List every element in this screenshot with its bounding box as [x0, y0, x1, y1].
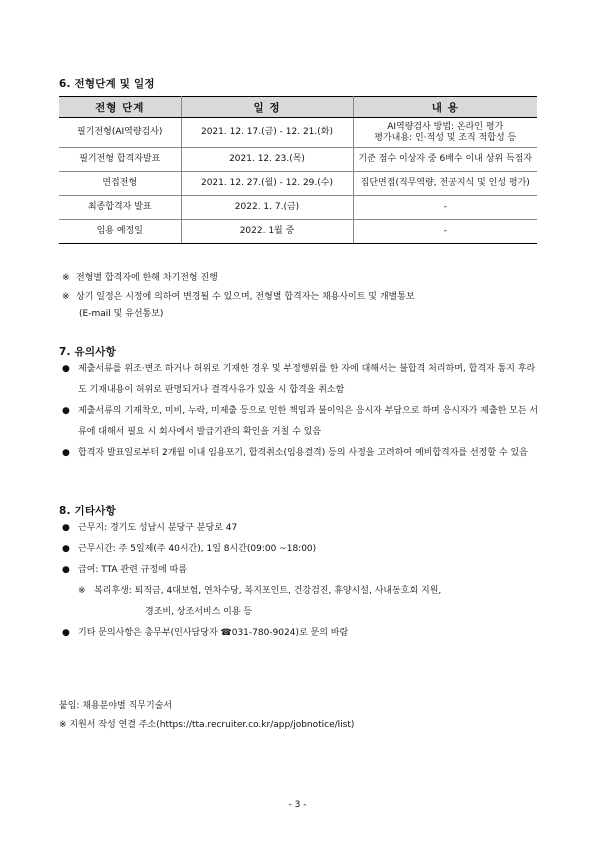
- content-line: AI역량검사 방법: 온라인 평가: [387, 121, 504, 132]
- stage-cell: 필기전형(AI역량검사): [59, 118, 181, 148]
- list-item: [62, 401, 542, 443]
- table-header-row: [59, 97, 537, 118]
- date-cell: 2021. 12. 23.(목): [181, 148, 353, 172]
- benefits-text: 복리후생: 퇴직금, 4대보험, 연차수당, 복지포인트, 건강검진, 휴양시설, 사내동호회 지원,: [94, 586, 442, 596]
- schedule-table: [59, 96, 537, 244]
- content-cell: -: [353, 220, 537, 244]
- stage-cell: 필기전형 합격자발표: [59, 148, 181, 172]
- precautions-list: [62, 359, 542, 464]
- list-item: [62, 518, 542, 539]
- content-cell: 집단면접(직무역량, 전공지식 및 인성 평가): [353, 172, 537, 196]
- contact-list: [62, 623, 542, 644]
- list-item-text: 근무시간: 주 5일제(주 40시간), 1일 8시간(09:00 ~18:00): [78, 544, 317, 554]
- contact-text: 기타 문의사항은 총무부(인사담당자 ☎031-780-9024)로 문의 바람: [78, 628, 349, 638]
- date-cell: 2022. 1. 7.(금): [181, 196, 353, 220]
- bullet-icon: ●: [62, 565, 70, 575]
- attachment-note: 붙임: 채용분야별 직무기술서: [59, 701, 173, 711]
- other-info-list: [62, 518, 542, 581]
- table-row: [59, 172, 537, 196]
- list-item: [62, 560, 542, 581]
- note-continuation: (E-mail 및 유선통보): [79, 309, 164, 319]
- note-text: 전형별 합격자에 한해 차기전형 진행: [76, 273, 218, 283]
- list-item: [62, 359, 542, 401]
- list-item: [62, 623, 542, 644]
- list-item-text: 제출서류를 위조·변조 하거나 허위로 기재한 경우 및 부정행위를 한 자에 대해서는 불합격 처리하며, 합격자 통지 후라도 기재내용이 허위로 판명되거나 결격사유가 있을 시 합격을 취소함: [78, 364, 536, 395]
- note-text: 상기 일정은 시정에 의하여 변경될 수 있으며, 전형별 합격자는 채용사이트 및 개별통보: [76, 292, 415, 302]
- note-mark: ※: [78, 586, 86, 596]
- date-cell: 2022. 1월 중: [181, 220, 353, 244]
- section-6-title: 6. 전형단계 및 일정: [59, 78, 155, 90]
- header-stage: 전형 단계: [59, 97, 181, 118]
- benefits-note: [78, 581, 548, 623]
- list-item-text: 급여: TTA 관련 규정에 따름: [78, 565, 188, 575]
- stage-cell: 최종합격자 발표: [59, 196, 181, 220]
- note-mark: ※: [62, 273, 70, 283]
- application-link-note: ※ 지원서 작성 연결 주소(https://tta.recruiter.co.kr/app/jobnotice/list): [59, 720, 355, 730]
- benefits-line: [78, 581, 548, 602]
- bullet-icon: ●: [62, 628, 70, 638]
- date-cell: 2021. 12. 27.(월) - 12. 29.(수): [181, 172, 353, 196]
- bullet-icon: ●: [62, 406, 70, 416]
- note-mark: ※: [62, 292, 70, 302]
- table-row: [59, 220, 537, 244]
- list-item-text: 근무지: 경기도 성남시 분당구 분당로 47: [78, 523, 238, 533]
- benefits-continuation: 경조비, 상조서비스 이용 등: [145, 607, 253, 617]
- page-number: - 3 -: [288, 800, 307, 810]
- header-content: 내 용: [353, 97, 537, 118]
- stage-cell: 임용 예정일: [59, 220, 181, 244]
- content-cell: 기준 점수 이상자 중 6배수 이내 상위 득점자: [353, 148, 537, 172]
- list-item: [62, 539, 542, 560]
- bullet-icon: ●: [62, 544, 70, 554]
- date-cell: 2021. 12. 17.(금) - 12. 21.(화): [181, 118, 353, 148]
- section-7-title: 7. 유의사항: [59, 346, 116, 358]
- content-cell: -: [353, 196, 537, 220]
- table-row: [59, 196, 537, 220]
- note-line: [62, 270, 218, 283]
- content-line: 평가내용: 인·적성 및 조직 적합성 등: [374, 132, 517, 143]
- stage-cell: 면접전형: [59, 172, 181, 196]
- list-item-text: 합격자 발표일로부터 2개월 이내 임용포기, 합격취소(임용결격) 등의 사정을 고려하여 예비합격자를 선정할 수 있음: [78, 448, 528, 458]
- list-item: [62, 443, 542, 464]
- bullet-icon: ●: [62, 364, 70, 374]
- bullet-icon: ●: [62, 448, 70, 458]
- header-date: 일 정: [181, 97, 353, 118]
- table-row: [59, 148, 537, 172]
- list-item-text: 제출서류의 기재착오, 미비, 누락, 미제출 등으로 인한 책임과 불이익은 응시자 부담으로 하며 응시자가 제출한 모든 서류에 대해서 필요 시 회사에서 발급기관의 확인을 거칠 수 있음: [78, 406, 539, 437]
- note-line: [62, 289, 415, 302]
- content-cell: [353, 118, 537, 148]
- bullet-icon: ●: [62, 523, 70, 533]
- table-row: [59, 118, 537, 148]
- section-8-title: 8. 기타사항: [59, 505, 116, 517]
